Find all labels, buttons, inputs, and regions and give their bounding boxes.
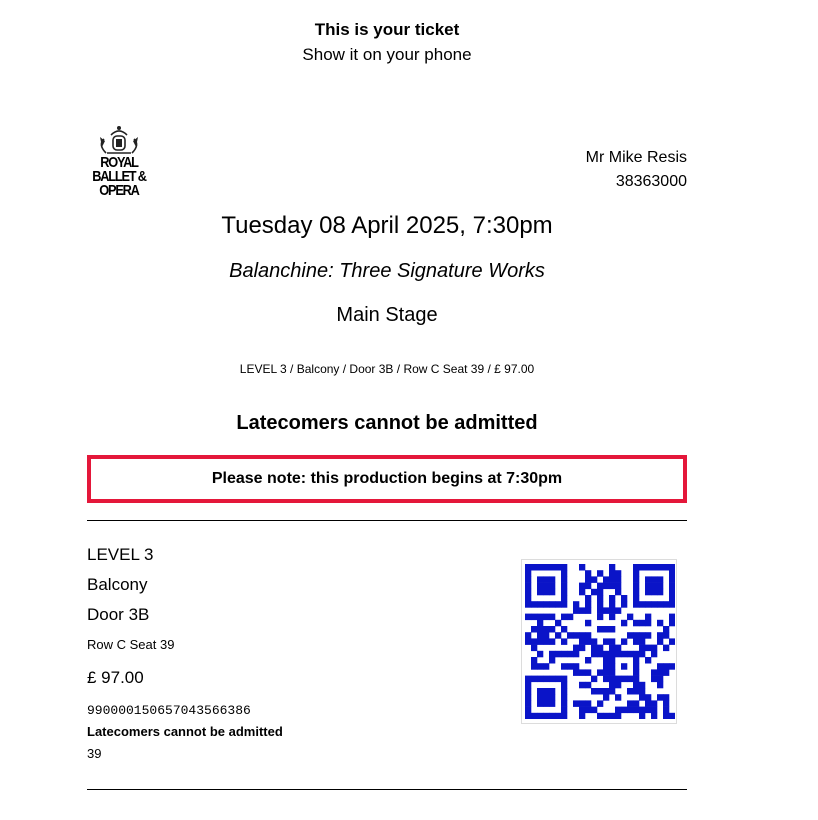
latecomers-warning: Latecomers cannot be admitted bbox=[236, 412, 538, 434]
patron-name: Mr Mike Resis bbox=[585, 149, 687, 166]
ticket-subheading: Show it on your phone bbox=[302, 45, 472, 64]
qr-code bbox=[521, 559, 677, 724]
ticket-level: LEVEL 3 bbox=[87, 545, 154, 564]
divider-bottom bbox=[87, 789, 687, 790]
logo-line-royal: ROYAL bbox=[100, 154, 138, 171]
ticket-row-seat: Row C Seat 39 bbox=[87, 637, 175, 652]
seat-summary: LEVEL 3 / Balcony / Door 3B / Row C Seat 39 / £ 97.00 bbox=[239, 362, 535, 376]
production-notice-text: Please note: this production begins at 7:30pm bbox=[211, 470, 563, 487]
ticket-price: £ 97.00 bbox=[87, 668, 144, 687]
patron-number: 38363000 bbox=[615, 173, 687, 190]
qr-code-icon bbox=[525, 564, 675, 719]
ticket-sequence-number: 39 bbox=[87, 746, 102, 761]
performance-title: Balanchine: Three Signature Works bbox=[229, 260, 545, 282]
logo-line-opera: OPERA bbox=[99, 182, 139, 199]
ticket-heading: This is your ticket bbox=[314, 20, 460, 39]
venue-name: Main Stage bbox=[336, 304, 438, 326]
performance-datetime: Tuesday 08 April 2025, 7:30pm bbox=[221, 212, 553, 239]
logo-line-ballet: BALLET & bbox=[92, 168, 146, 185]
ticket-barcode-number: 990000150657043566386 bbox=[87, 703, 251, 718]
divider-top bbox=[87, 520, 687, 521]
production-notice-box bbox=[87, 455, 687, 503]
royal-crest-icon bbox=[84, 125, 154, 157]
ticket-door: Door 3B bbox=[87, 605, 150, 624]
royal-ballet-opera-logo bbox=[84, 125, 154, 197]
ticket-area: Balcony bbox=[87, 575, 148, 594]
ticket-latecomers-note: Latecomers cannot be admitted bbox=[87, 724, 283, 739]
